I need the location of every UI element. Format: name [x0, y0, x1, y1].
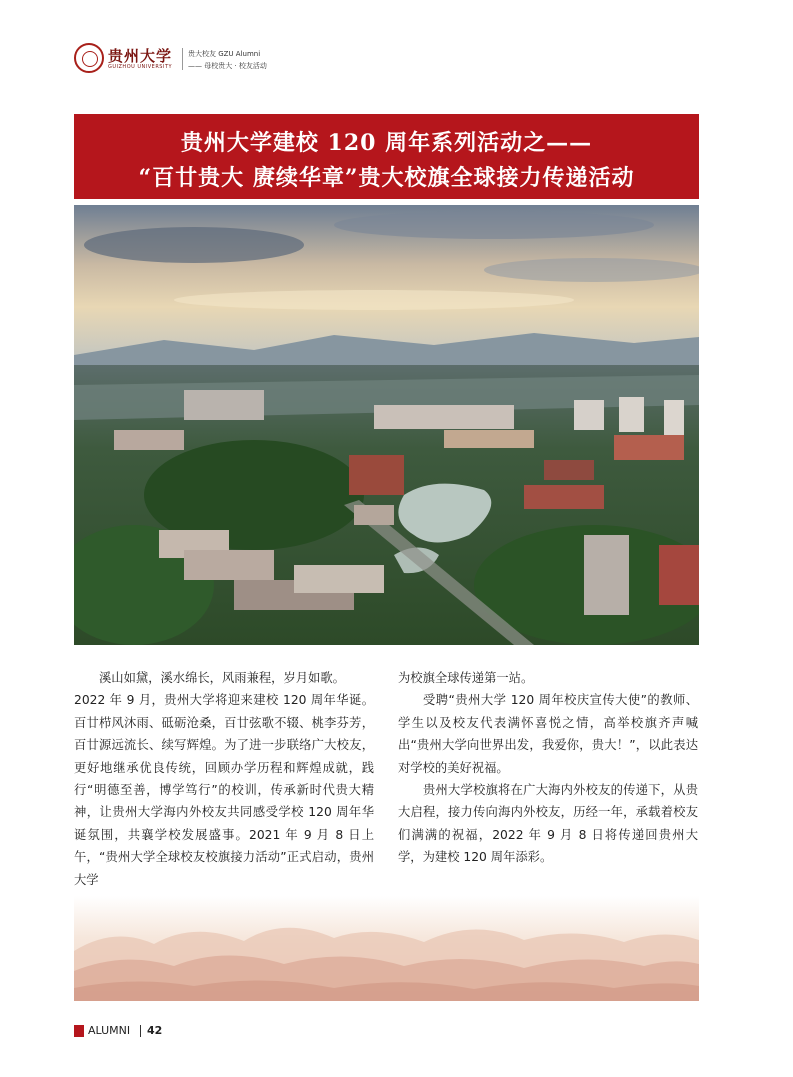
magazine-slogan: —— 母校贵大 · 校友活动	[188, 62, 267, 70]
page-number: 42	[147, 1024, 163, 1037]
title-line-2: “百廿贵大 赓续华章”贵大校旗全球接力传递活动	[138, 165, 635, 191]
article-column-right	[398, 667, 698, 869]
decorative-mountain-band	[74, 896, 699, 1001]
university-seal-icon	[74, 43, 104, 73]
university-name-en: GUIZHOU UNIVERSITY	[108, 64, 173, 70]
article-column-left	[74, 667, 374, 891]
article-paragraph: 贵州大学校旗将在广大海内外校友的传递下，从贵大启程，接力传向海内外校友，历经一年，承载着校友们满满的祝福，2022 年 9 月 8 日将传递回贵州大学，为建校 120 周年添彩。	[398, 783, 698, 865]
header-divider	[182, 48, 183, 70]
article-paragraph: 2022 年 9 月，贵州大学将迎来建校 120 周年华诞。百廿栉风沐雨、砥砺沧桑，百廿弦歌不辍、桃李芬芳，百廿源远流长、续写辉煌。为了进一步联络广大校友，更好地继承优良传统，回顾办学历程和辉煌成就，践行“明德至善，博学笃行”的校训，传承新时代贵大精神，让贵州大学海内外校友共同感受学校 120 周年华诞氛围，共襄学校发展盛事。2021 年 9 月 8 日上午，“贵州大学全球校友校旗接力活动”正式启动，贵州大学	[74, 693, 374, 887]
title-line-1: 贵州大学建校 120 周年系列活动之——	[180, 130, 593, 156]
university-name: 贵州大学	[108, 47, 173, 65]
footer-label: ALUMNI	[88, 1024, 131, 1037]
masthead	[74, 42, 274, 78]
article-paragraph: 溪山如黛，溪水绵长，风雨兼程，岁月如歌。	[99, 671, 345, 685]
campus-aerial-photo	[74, 205, 699, 645]
article-paragraph: 受聘“贵州大学 120 周年校庆宣传大使”的教师、学生以及校友代表满怀喜悦之情，高举校旗齐声喊出“贵州大学向世界出发，我爱你，贵大！”，以此表达对学校的美好祝福。	[398, 693, 698, 775]
magazine-name: 贵大校友 GZU Alumni	[188, 50, 261, 58]
red-block-icon	[74, 1025, 84, 1037]
article-paragraph: 为校旗全球传递第一站。	[398, 671, 534, 685]
title-banner	[74, 114, 699, 199]
footer-divider	[140, 1025, 141, 1037]
